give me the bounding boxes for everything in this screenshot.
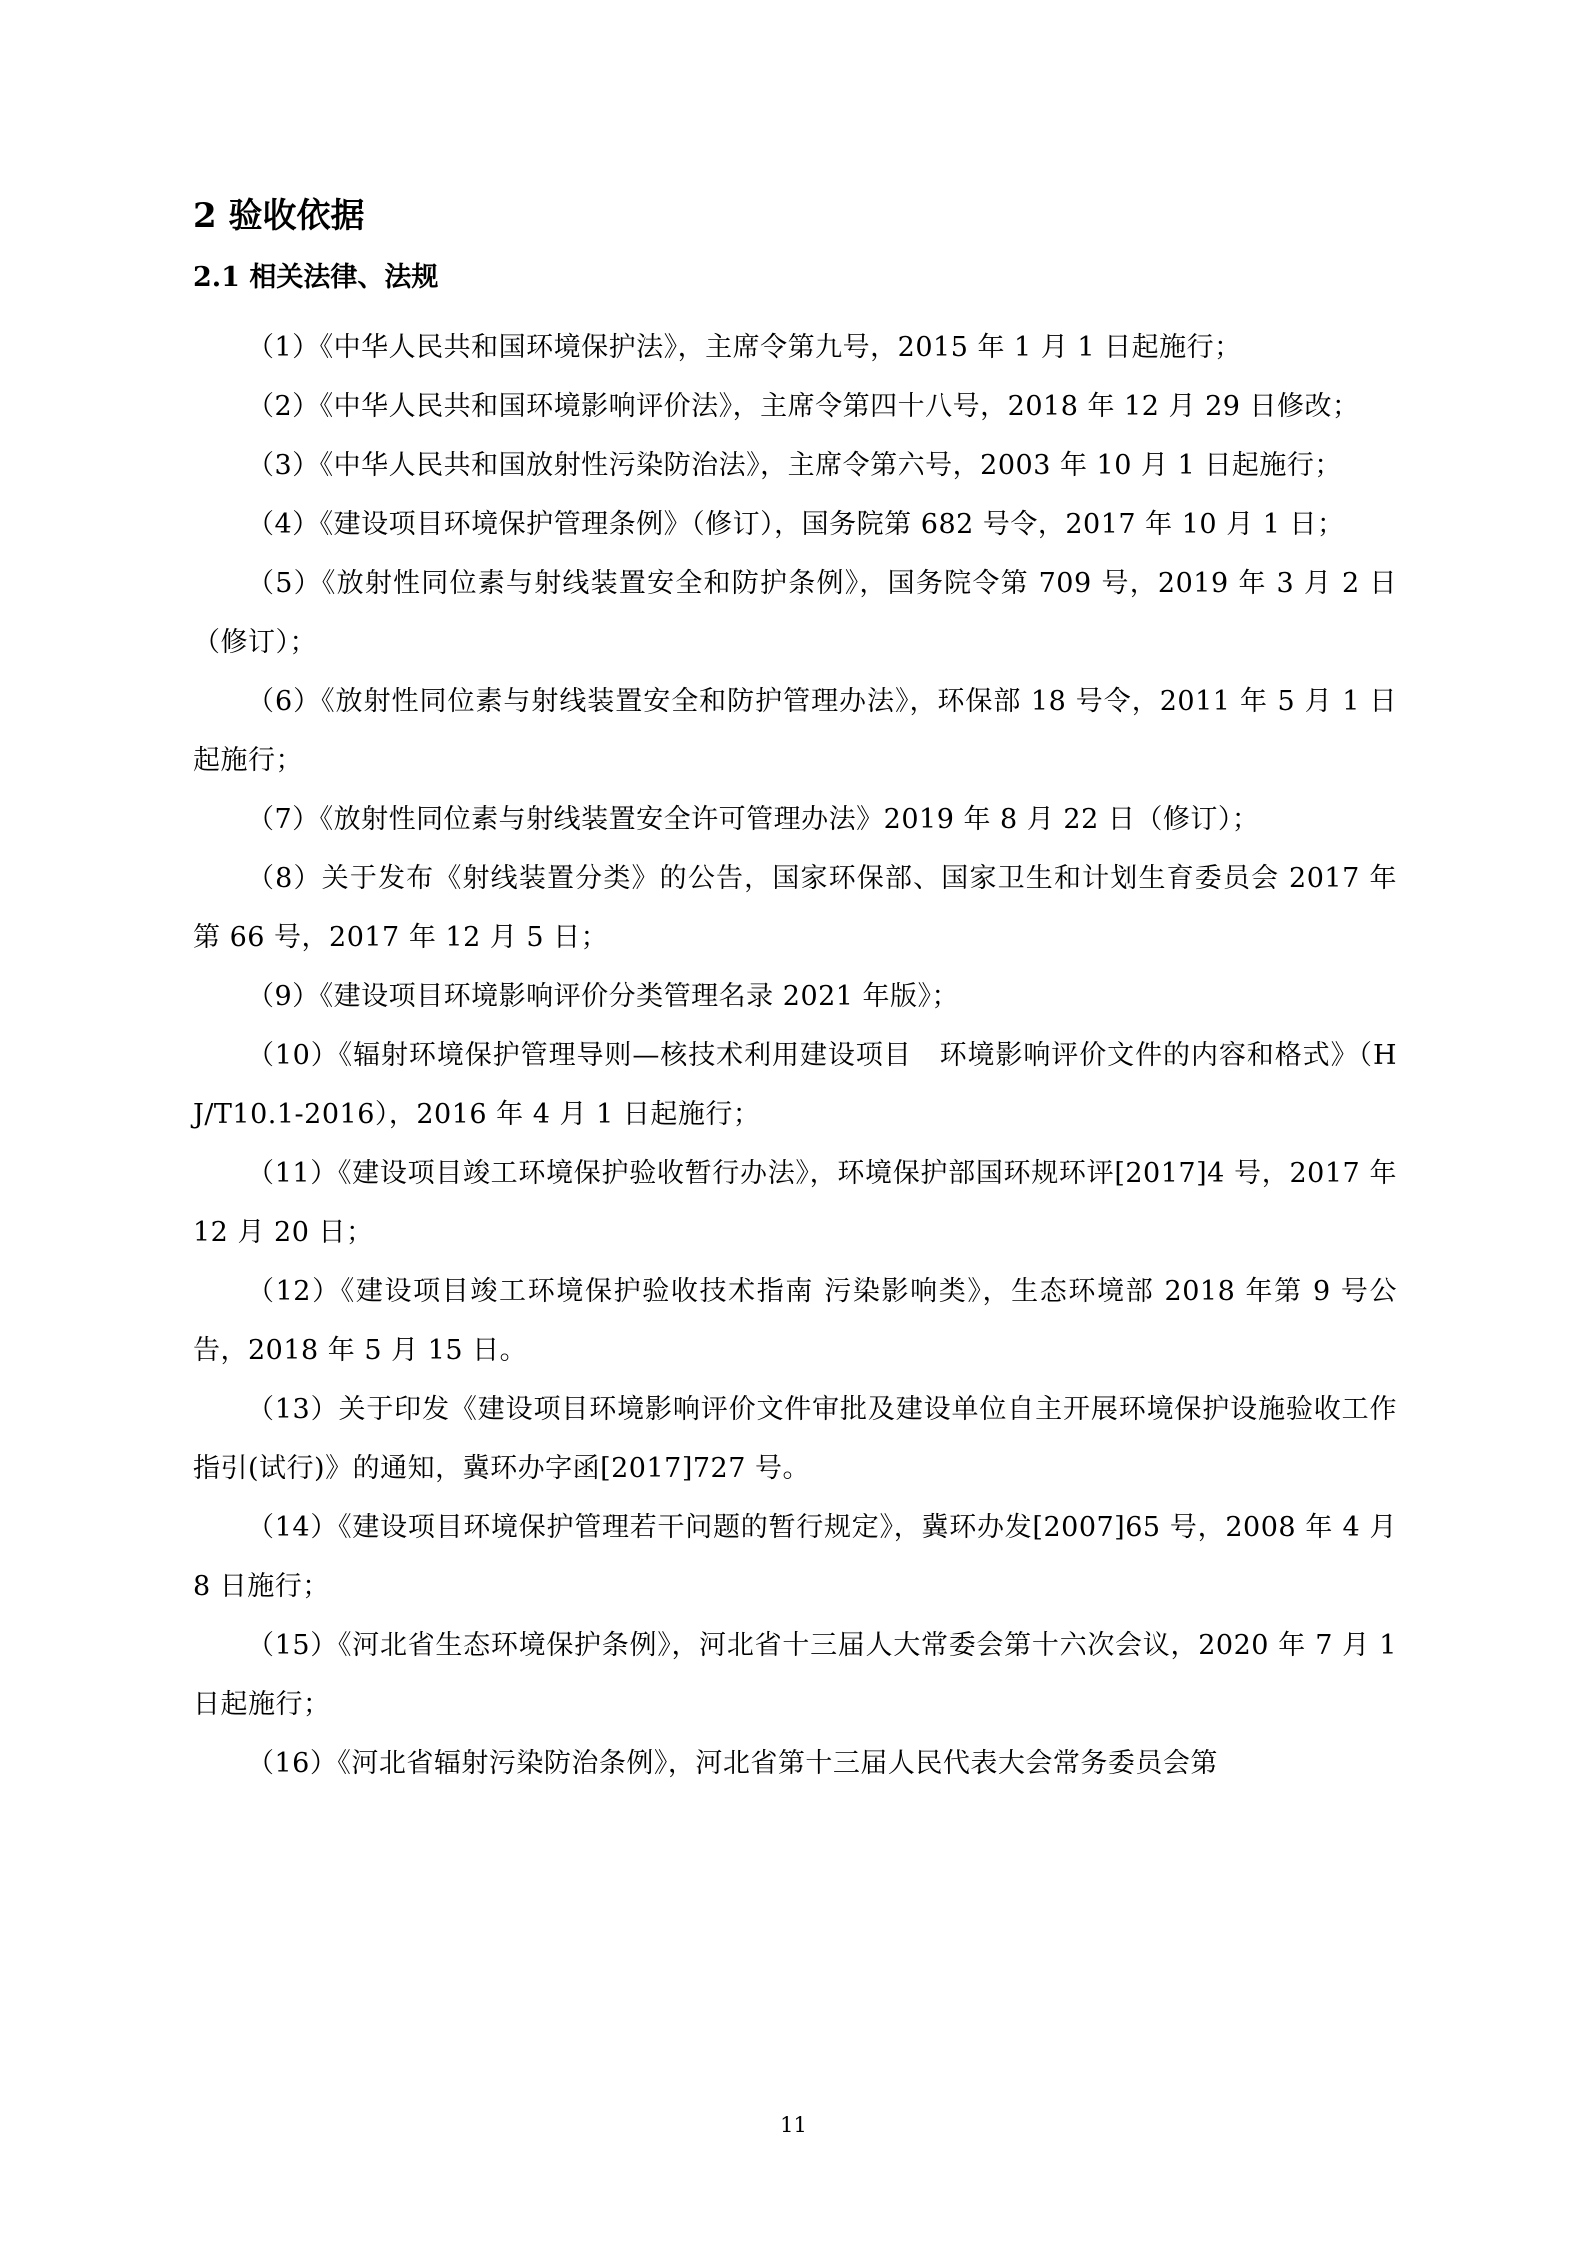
list-item: （3）《中华人民共和国放射性污染防治法》，主席令第六号，2003 年 10 月 1 日起施行； [247, 450, 1342, 481]
regulation-list [193, 318, 1397, 1793]
list-item: （8）关于发布《射线装置分类》的公告，国家环保部、国家卫生和计划生育委员会 2017 年第 66 号，2017 年 12 月 5 日； [193, 863, 1397, 953]
list-item: （7）《放射性同位素与射线装置安全许可管理办法》2019 年 8 月 22 日（修订）； [247, 804, 1260, 835]
list-item: （4）《建设项目环境保护管理条例》（修订），国务院第 682 号令，2017 年 10 月 1 日； [247, 509, 1345, 540]
list-item: （13）关于印发《建设项目环境影响评价文件审批及建设单位自主开展环境保护设施验收工作指引(试行)》的通知，冀环办字函[2017]727 号。 [193, 1394, 1397, 1484]
list-item: （12）《建设项目竣工环境保护验收技术指南 污染影响类》，生态环境部 2018 年第 9 号公告，2018 年 5 月 15 日。 [193, 1276, 1397, 1366]
list-item: （10）《辐射环境保护管理导则—核技术利用建设项目 环境影响评价文件的内容和格式》（HJ/T10.1-2016），2016 年 4 月 1 日起施行； [193, 1040, 1397, 1130]
list-item: （14）《建设项目环境保护管理若干问题的暂行规定》，冀环办发[2007]65 号，2008 年 4 月 8 日施行； [193, 1512, 1397, 1602]
list-item: （1）《中华人民共和国环境保护法》，主席令第九号，2015 年 1 月 1 日起施行； [247, 332, 1242, 363]
list-item: （16）《河北省辐射污染防治条例》，河北省第十三届人民代表大会常务委员会第 [247, 1748, 1218, 1779]
list-item: （2）《中华人民共和国环境影响评价法》，主席令第四十八号，2018 年 12 月 29 日修改； [247, 391, 1360, 422]
list-item: （6）《放射性同位素与射线装置安全和防护管理办法》，环保部 18 号令，2011 年 5 月 1 日起施行； [193, 686, 1397, 776]
list-item: （15）《河北省生态环境保护条例》，河北省十三届人大常委会第十六次会议，2020 年 7 月 1 日起施行； [193, 1630, 1397, 1720]
list-item: （11）《建设项目竣工环境保护验收暂行办法》，环境保护部国环规环评[2017]4 号，2017 年 12 月 20 日； [193, 1158, 1397, 1248]
list-item: （9）《建设项目环境影响评价分类管理名录 2021 年版》； [247, 981, 960, 1012]
page-number: 11 [780, 2113, 807, 2137]
subsection-heading: 2.1 相关法律、法规 [193, 262, 439, 293]
list-item: （5）《放射性同位素与射线装置安全和防护条例》，国务院令第 709 号，2019 年 3 月 2 日（修订）； [193, 568, 1397, 658]
section-heading: 2 验收依据 [193, 196, 365, 236]
